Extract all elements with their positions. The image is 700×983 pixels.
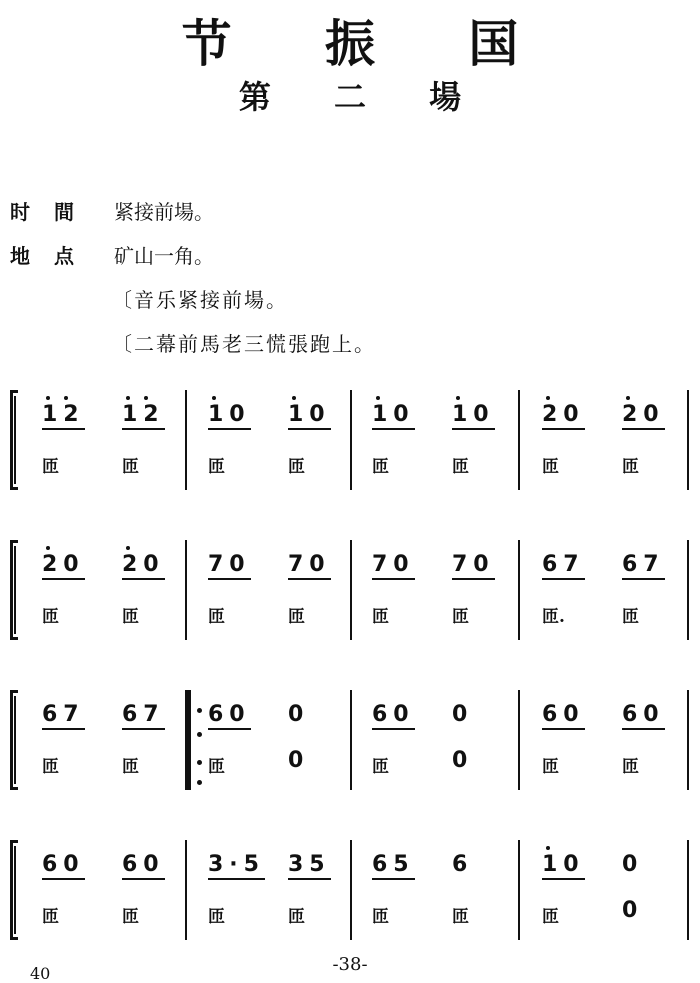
barline (350, 390, 352, 490)
percussion-mark: 匝 (208, 907, 225, 927)
barline (518, 540, 520, 640)
barline (518, 390, 520, 490)
note: 60 (42, 852, 85, 880)
staff-bracket-inner (14, 396, 16, 484)
note: 60 (622, 702, 665, 730)
note: 0 (622, 852, 644, 877)
barline (687, 840, 689, 940)
percussion-mark: 匝 (208, 757, 225, 777)
page-number: -38- (332, 954, 368, 975)
barline (350, 540, 352, 640)
barline (185, 540, 187, 640)
note: 60 (542, 702, 585, 730)
staff-bracket-inner (14, 846, 16, 934)
barline (350, 840, 352, 940)
note: 65 (372, 852, 415, 880)
percussion-mark: 匝 (122, 457, 139, 477)
percussion-mark: 匝 (542, 757, 559, 777)
info-time-label: 时間 (10, 200, 98, 224)
percussion-mark: 匝 (372, 607, 389, 627)
staff-row (10, 390, 695, 490)
percussion-mark: 匝 (288, 607, 305, 627)
note: 70 (208, 552, 251, 580)
note: 10 (288, 402, 331, 430)
note: 12 (122, 402, 165, 430)
octave-dot (46, 396, 50, 400)
note: 67 (42, 702, 85, 730)
note: 20 (42, 552, 85, 580)
barline (350, 690, 352, 790)
repeat-dot (197, 708, 202, 713)
note: 6 (452, 852, 474, 877)
percussion-mark: 匝. (542, 607, 565, 627)
percussion-mark: 匝 (372, 757, 389, 777)
staff-row (10, 540, 695, 640)
percussion-mark: 匝 (372, 457, 389, 477)
staff-bracket-inner (14, 696, 16, 784)
note: 70 (372, 552, 415, 580)
octave-dot (212, 396, 216, 400)
percussion-mark: 匝 (208, 457, 225, 477)
percussion-mark: 匝 (288, 457, 305, 477)
octave-dot (64, 396, 68, 400)
octave-dot (144, 396, 148, 400)
note: 0 (288, 702, 310, 727)
repeat-dot (197, 732, 202, 737)
repeat-dot (197, 760, 202, 765)
note: 60 (208, 702, 251, 730)
corner-mark: 40 (30, 964, 51, 983)
barline (185, 840, 187, 940)
note: 67 (122, 702, 165, 730)
octave-dot (626, 396, 630, 400)
percussion-mark: 匝 (452, 607, 469, 627)
play-title: 节 振 国 (181, 14, 557, 73)
info-place (10, 240, 214, 269)
percussion-mark: 0 (452, 748, 468, 773)
note: 10 (372, 402, 415, 430)
note: 3·5 (208, 852, 265, 880)
note: 60 (372, 702, 415, 730)
note: 70 (288, 552, 331, 580)
octave-dot (376, 396, 380, 400)
note: 20 (542, 402, 585, 430)
repeat-dot (197, 780, 202, 785)
percussion-mark: 匝 (42, 907, 59, 927)
octave-dot (126, 396, 130, 400)
scene-title: 第 二 場 (238, 78, 488, 116)
note: 0 (452, 702, 474, 727)
percussion-mark: 匝 (622, 757, 639, 777)
octave-dot (126, 546, 130, 550)
percussion-mark: 匝 (452, 907, 469, 927)
percussion-mark: 0 (288, 748, 304, 773)
note: 67 (622, 552, 665, 580)
barline (687, 390, 689, 490)
percussion-mark: 匝 (372, 907, 389, 927)
percussion-mark: 0 (622, 898, 638, 923)
percussion-mark: 匝 (452, 457, 469, 477)
note: 20 (622, 402, 665, 430)
percussion-mark: 匝 (42, 607, 59, 627)
percussion-mark: 匝 (42, 457, 59, 477)
octave-dot (46, 546, 50, 550)
repeat-barline (185, 690, 191, 790)
info-place-label: 地点 (10, 244, 98, 268)
percussion-mark: 匝 (122, 757, 139, 777)
percussion-mark: 匝 (542, 457, 559, 477)
barline (518, 690, 520, 790)
note: 20 (122, 552, 165, 580)
note: 70 (452, 552, 495, 580)
percussion-mark: 匝 (42, 757, 59, 777)
staff-row (10, 840, 695, 940)
note: 67 (542, 552, 585, 580)
staff-row (10, 690, 695, 790)
percussion-mark: 匝 (622, 457, 639, 477)
stage-direction-1: 〔音乐紧接前場。 (112, 288, 288, 312)
note: 10 (452, 402, 495, 430)
octave-dot (546, 846, 550, 850)
octave-dot (456, 396, 460, 400)
octave-dot (546, 396, 550, 400)
note: 12 (42, 402, 85, 430)
barline (185, 390, 187, 490)
octave-dot (292, 396, 296, 400)
percussion-mark: 匝 (288, 907, 305, 927)
percussion-mark: 匝 (622, 607, 639, 627)
percussion-mark: 匝 (542, 907, 559, 927)
note: 10 (542, 852, 585, 880)
percussion-mark: 匝 (208, 607, 225, 627)
info-place-value: 矿山一角。 (114, 244, 214, 268)
info-time-value: 紧接前場。 (114, 200, 214, 224)
note: 60 (122, 852, 165, 880)
barline (518, 840, 520, 940)
info-time (10, 196, 214, 225)
barline (687, 540, 689, 640)
barline (687, 690, 689, 790)
percussion-mark: 匝 (122, 607, 139, 627)
staff-bracket-inner (14, 546, 16, 634)
note: 10 (208, 402, 251, 430)
stage-direction-2: 〔二幕前馬老三慌張跑上。 (112, 332, 376, 356)
percussion-mark: 匝 (122, 907, 139, 927)
note: 35 (288, 852, 331, 880)
